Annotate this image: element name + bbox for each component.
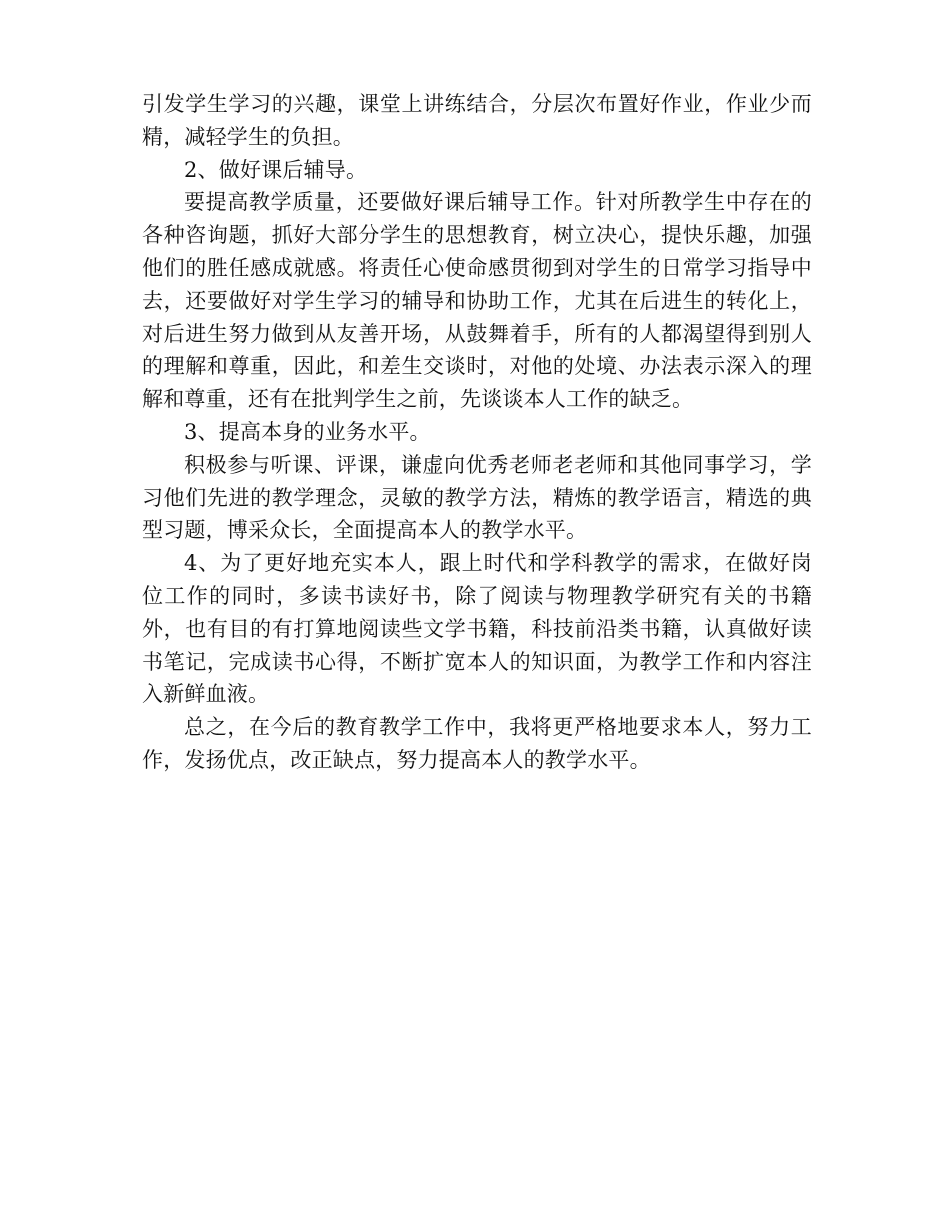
paragraph-professional-level: 积极参与听课、评课，谦虚向优秀老师老老师和其他同事学习，学习他们先进的教学理念，灵敏的教学方法，精炼的教学语言，精选的典型习题，博采众长，全面提高本人的教学水平。 — [142, 452, 812, 543]
paragraph-after-class-tutoring: 要提高教学质量，还要做好课后辅导工作。针对所教学生中存在的各种咨询题，抓好大部分学生的思想教育，树立决心，提快乐趣，加强他们的胜任感成就感。将责任心使命感贯彻到对学生的日常学习指导中去，还要做好对学生学习的辅导和协助工作，尤其在后进生的转化上，对后进生努力做到从友善开场，从鼓舞着手，所有的人都渴望得到别人的理解和尊重，因此，和差生交谈时，对他的处境、办法表示深入的理解和尊重，还有在批判学生之前，先谈谈本人工作的缺乏。 — [142, 190, 812, 412]
document-body — [142, 88, 812, 777]
paragraph-continued-from-previous-page: 引发学生学习的兴趣，课堂上讲练结合，分层次布置好作业，作业少而精，减轻学生的负担。 — [142, 92, 812, 149]
paragraph-conclusion: 总之，在今后的教育教学工作中，我将更严格地要求本人，努力工作，发扬优点，改正缺点，努力提高本人的教学水平。 — [142, 715, 812, 772]
section-heading-3: 3、提高本身的业务水平。 — [184, 419, 431, 444]
section-heading-2: 2、做好课后辅导。 — [184, 157, 368, 182]
paragraph-point-4-reading: 4、为了更好地充实本人，跟上时代和学科教学的需求，在做好岗位工作的同时，多读书读好书，除了阅读与物理教学研究有关的书籍外，也有目的有打算地阅读些文学书籍，科技前沿类书籍，认真做好读书笔记，完成读书心得，不断扩宽本人的知识面，为教学工作和内容注入新鲜血液。 — [142, 551, 812, 707]
